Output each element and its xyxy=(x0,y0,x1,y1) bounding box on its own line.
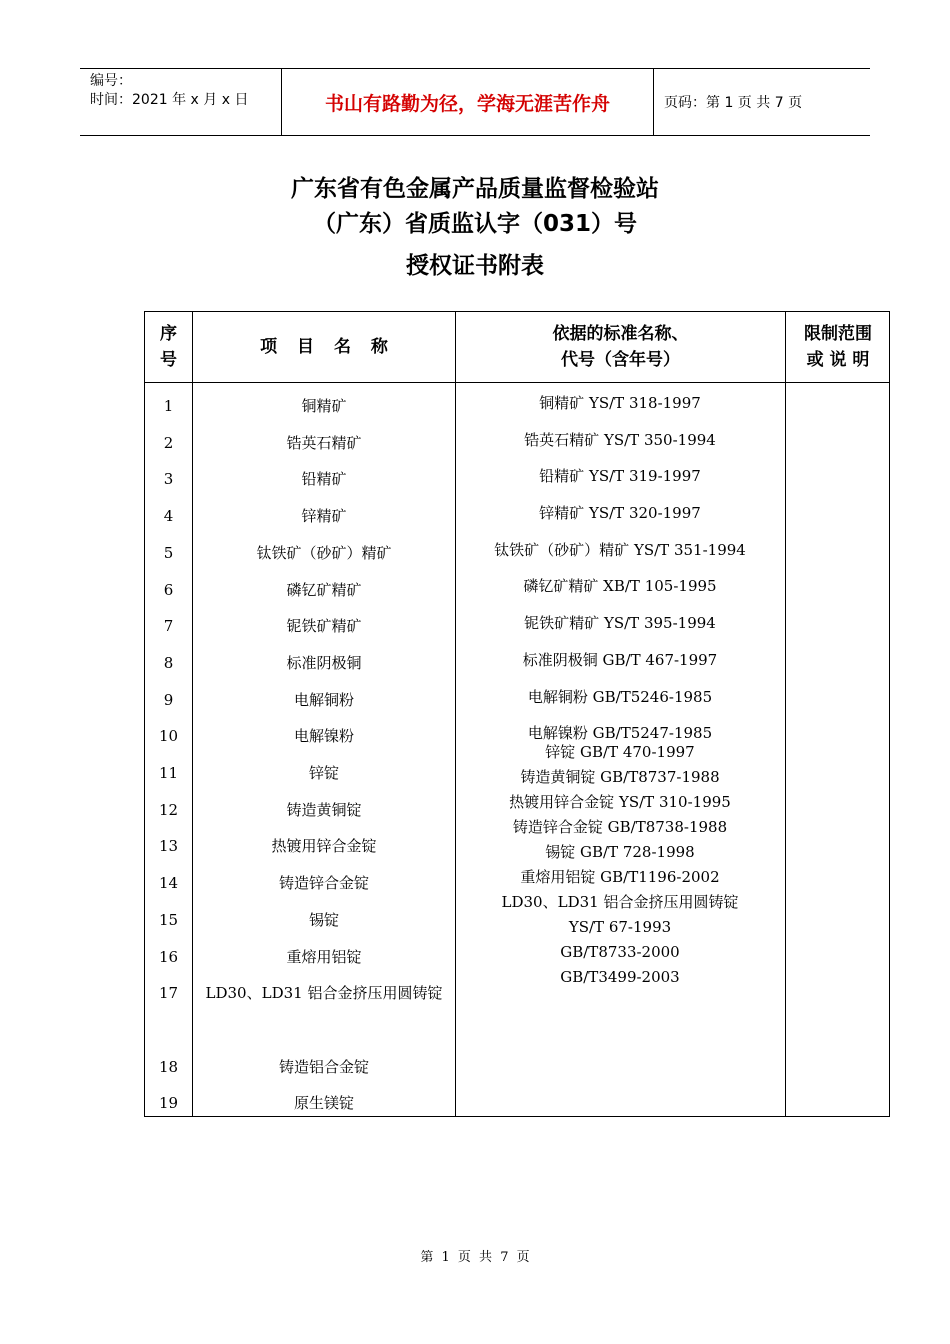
header-time-label: 时间：2021 年 x 月 x 日 xyxy=(90,92,249,108)
header-number-label: 编号： xyxy=(90,73,132,89)
standards-compact-list xyxy=(455,740,785,990)
row-item-name: 钛铁矿（砂矿）精矿 xyxy=(256,543,392,562)
title-line-2: （广东）省质监认字（031）号 xyxy=(312,211,637,237)
row-seq: 17 xyxy=(158,984,179,1003)
col-header-seq: 序 号 xyxy=(160,324,177,370)
row-item-name: 锡锭 xyxy=(308,910,339,929)
row-seq: 5 xyxy=(163,543,174,562)
table-header-divider xyxy=(145,382,889,383)
row-item-name: 锌锭 xyxy=(308,764,339,782)
row-item-name: 电解铜粉 xyxy=(293,690,354,709)
table-col-divider-3 xyxy=(785,312,786,1116)
row-seq: 19 xyxy=(158,1094,179,1113)
row-seq: 8 xyxy=(163,653,174,672)
row-item-name: 铸造黄铜锭 xyxy=(286,800,362,819)
row-seq: 18 xyxy=(158,1057,179,1076)
page-footer: 第 1 页 共 7 页 xyxy=(420,1250,530,1265)
row-seq: 3 xyxy=(163,470,174,489)
standard-entry: 铸造黄铜锭 GB/T8737-1988 xyxy=(520,767,720,786)
standard-entry: 热镀用锌合金锭 YS/T 310-1995 xyxy=(509,792,731,811)
row-item-name: 锆英石精矿 xyxy=(286,433,362,452)
row-seq: 12 xyxy=(158,800,179,819)
header-meta xyxy=(80,69,282,135)
standards-regular-list xyxy=(455,385,785,752)
authorization-table xyxy=(144,311,890,1117)
row-seq: 4 xyxy=(163,507,174,526)
row-seq: 2 xyxy=(163,433,174,452)
document-header xyxy=(80,68,870,136)
standard-entry: 铸造锌合金锭 GB/T8738-1988 xyxy=(512,817,728,836)
row-item-name: 电解镍粉 xyxy=(293,727,354,746)
standard-entry: 锆英石精矿 YS/T 350-1994 xyxy=(524,430,716,449)
standard-entry: 锌精矿 YS/T 320-1997 xyxy=(539,504,701,523)
row-seq: 13 xyxy=(158,837,179,856)
row-seq: 1 xyxy=(163,397,174,415)
row-seq: 6 xyxy=(163,580,174,599)
col-header-standard: 依据的标准名称、 代号（含年号） xyxy=(552,324,689,370)
row-item-name: 磷钇矿精矿 xyxy=(286,580,362,599)
row-item-name: 铸造铝合金锭 xyxy=(278,1057,369,1076)
standard-entry: GB/T8733-2000 xyxy=(560,942,680,961)
row-item-name: 铜精矿 xyxy=(301,397,347,415)
row-seq: 7 xyxy=(163,617,174,636)
standard-entry: 电解铜粉 GB/T5246-1985 xyxy=(527,687,713,706)
row-item-name: 重熔用铝锭 xyxy=(286,947,362,966)
standard-entry: 钛铁矿（砂矿）精矿 YS/T 351-1994 xyxy=(494,540,746,559)
col-header-scope: 限制范围 或 说 明 xyxy=(804,324,872,370)
row-item-name: 铌铁矿精矿 xyxy=(286,617,362,636)
header-motto: 书山有路勤为径，学海无涯苦作舟 xyxy=(282,69,654,135)
standard-entry: 磷钇矿精矿 XB/T 105-1995 xyxy=(523,577,717,596)
row-seq: 16 xyxy=(158,947,179,966)
row-item-name: 铸造锌合金锭 xyxy=(278,874,369,893)
header-page-info: 页码：第 1 页 共 7 页 xyxy=(664,95,803,111)
row-item-name: 标准阴极铜 xyxy=(286,653,362,672)
row-seq: 14 xyxy=(158,874,179,893)
standard-entry: 铜精矿 YS/T 318-1997 xyxy=(539,394,701,412)
row-seq: 10 xyxy=(158,727,179,746)
title-line-1: 广东省有色金属产品质量监督检验站 xyxy=(291,176,659,202)
standard-entry: 铅精矿 YS/T 319-1997 xyxy=(539,467,701,486)
standard-entry: 标准阴极铜 GB/T 467-1997 xyxy=(522,650,718,669)
row-item-name: 热镀用锌合金锭 xyxy=(271,837,377,856)
row-item-name: 原生镁锭 xyxy=(293,1094,354,1113)
standards-column xyxy=(455,385,785,990)
standard-entry: 铌铁矿精矿 YS/T 395-1994 xyxy=(524,614,716,633)
row-seq: 11 xyxy=(158,764,179,782)
title-line-3: 授权证书附表 xyxy=(406,253,544,279)
row-seq: 15 xyxy=(158,910,179,929)
standard-entry: GB/T3499-2003 xyxy=(560,967,680,986)
row-seq: 9 xyxy=(163,690,174,709)
row-item-name: LD30、LD31 铝合金挤压用圆铸锭 xyxy=(205,984,443,1003)
col-header-item-name: 项 目 名 称 xyxy=(260,337,388,357)
standard-entry: 锌锭 GB/T 470-1997 xyxy=(545,742,695,761)
row-item-name: 锌精矿 xyxy=(301,507,347,526)
standard-entry: LD30、LD31 铝合金挤压用圆铸锭 xyxy=(501,892,739,911)
standard-entry: 电解镍粉 GB/T5247-1985 xyxy=(527,724,713,743)
row-item-name: 铅精矿 xyxy=(301,470,347,489)
standard-entry: YS/T 67-1993 xyxy=(568,917,672,936)
standard-entry: 重熔用铝锭 GB/T1196-2002 xyxy=(520,867,720,886)
standard-entry: 锡锭 GB/T 728-1998 xyxy=(545,842,695,861)
